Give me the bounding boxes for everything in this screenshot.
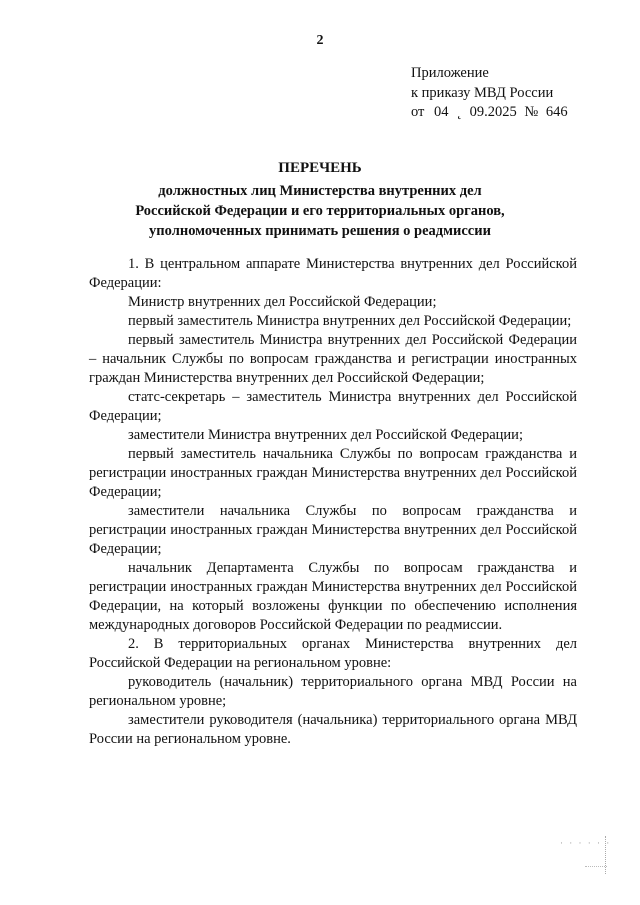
list-item: руководитель (начальник) территориального органа МВД России на региональном уровне; [89, 674, 577, 709]
list-item: начальник Департамента Службы по вопросам гражданства и регистрации иностранных граждан Министерства внутренних дел Российской Федерации, на который возложены функции по обеспечению исполнения международных договоров Российской Федерации по реадмиссии. [89, 560, 577, 633]
list-item: первый заместитель Министра внутренних дел Российской Федерации – начальник Службы по вопросам гражданства и регистрации иностранных граждан Министерства внутренних дел Российской Федерации; [89, 332, 577, 386]
order-date-separator: ˛ [457, 104, 462, 120]
scan-artifact-line [605, 836, 607, 874]
section-1-heading: 1. В центральном аппарате Министерства внутренних дел Российской Федерации: [89, 256, 577, 291]
appendix-block [411, 64, 568, 123]
appendix-reference: к приказу МВД России [411, 84, 554, 101]
order-day: 04 [434, 104, 449, 120]
heading-line-1: должностных лиц Министерства внутренних дел [158, 183, 482, 199]
page-number: 2 [316, 33, 324, 48]
document-title: ПЕРЕЧЕНЬ [278, 160, 362, 176]
list-item: первый заместитель начальника Службы по вопросам гражданства и регистрации иностранных граждан Министерства внутренних дел Российской Федерации; [89, 446, 577, 500]
order-number-sign: № [524, 104, 539, 120]
list-item: заместители Министра внутренних дел Российской Федерации; [128, 427, 523, 443]
scan-artifact: · · · · · · [560, 838, 612, 848]
heading-line-3: уполномоченных принимать решения о реадмиссии [149, 223, 491, 239]
list-item: заместители руководителя (начальника) территориального органа МВД России на региональном уровне. [89, 712, 577, 747]
document-heading [0, 158, 640, 241]
order-date-rest: 09.2025 [469, 104, 517, 120]
list-item: заместители начальника Службы по вопросам гражданства и регистрации иностранных граждан Министерства внутренних дел Российской Федерации; [89, 503, 577, 557]
list-item: первый заместитель Министра внутренних дел Российской Федерации; [128, 313, 572, 329]
order-number: 646 [545, 104, 568, 120]
order-date-line [411, 103, 568, 123]
list-item: статс-секретарь – заместитель Министра внутренних дел Российской Федерации; [89, 389, 577, 424]
section-2-heading: 2. В территориальных органах Министерства внутренних дел Российской Федерации на региональном уровне: [89, 636, 577, 671]
heading-line-2: Российской Федерации и его территориальных органов, [135, 203, 505, 219]
list-item: Министр внутренних дел Российской Федерации; [128, 294, 437, 310]
appendix-label: Приложение [411, 65, 489, 81]
document-body [89, 255, 577, 749]
order-date-prefix: от [411, 104, 425, 120]
scan-artifact-line [585, 866, 607, 867]
